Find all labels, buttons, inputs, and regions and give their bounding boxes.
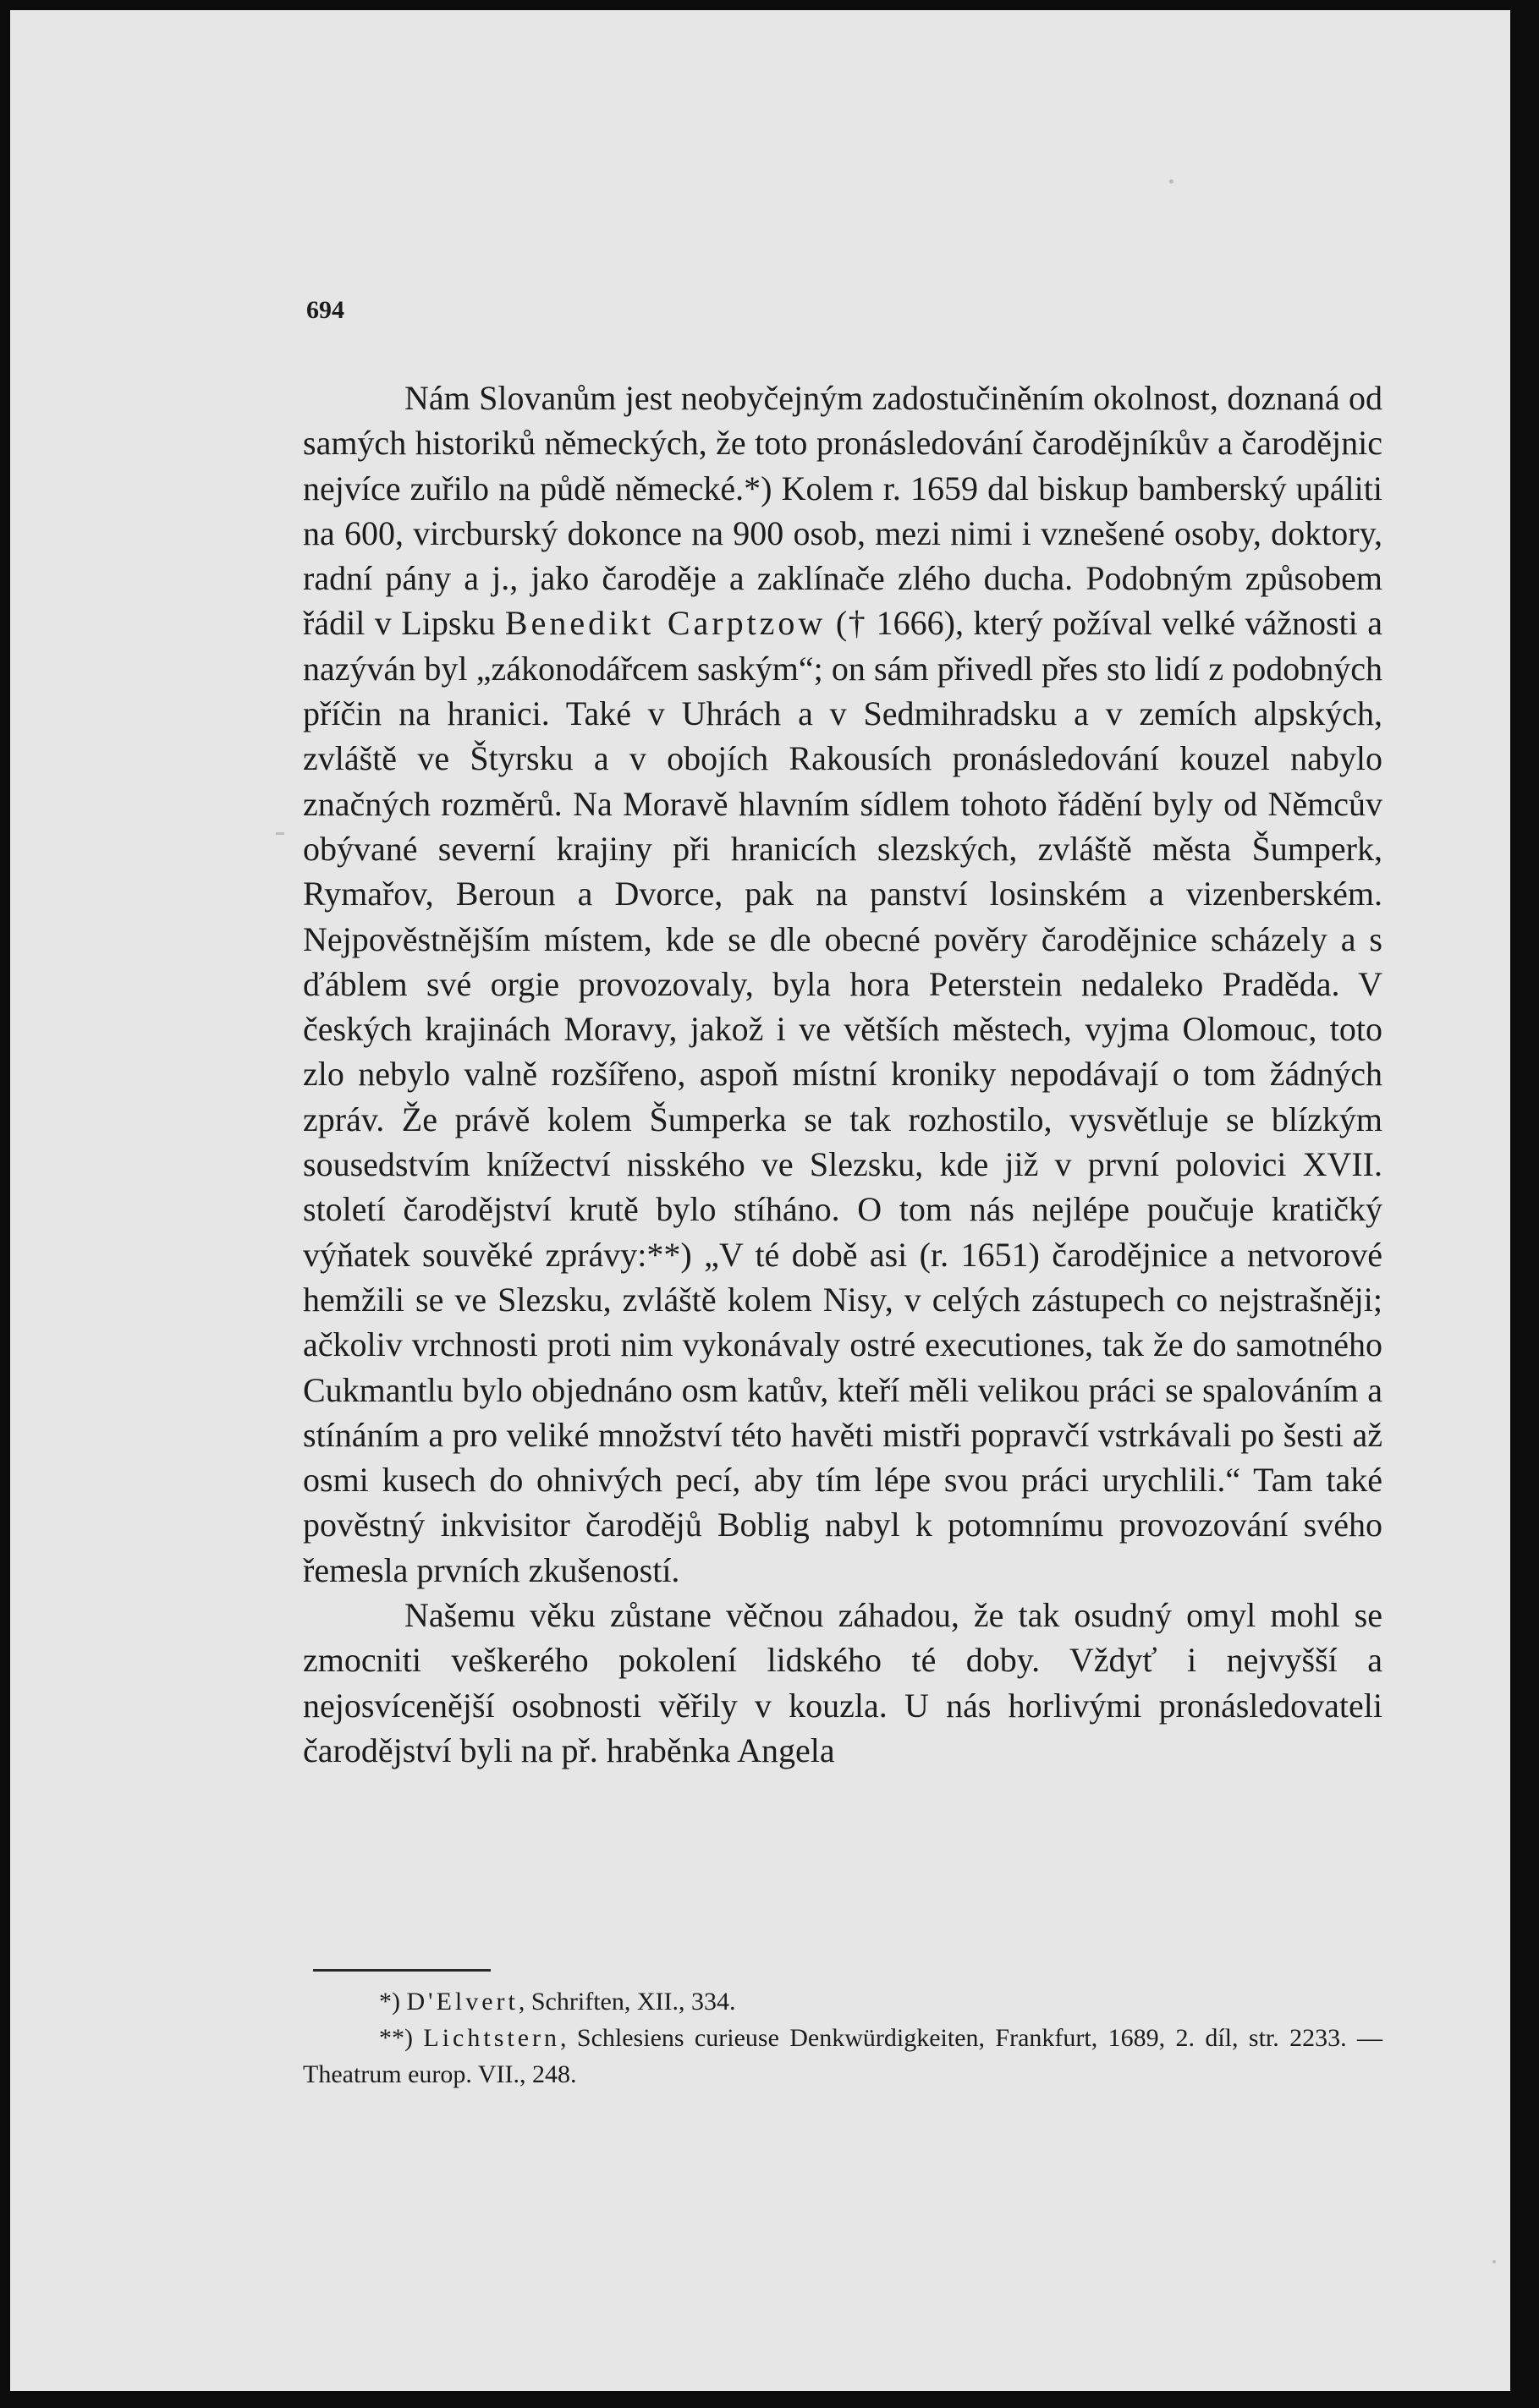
spaced-name: Benedikt Carptzow: [504, 604, 827, 643]
footnote-text: , Schlesiens curieuse Denkwürdigkeiten, Frankfurt, 1689, 2. díl, str. 2233. — Theatrum europ. VII., 248.: [303, 2024, 1382, 2088]
footnote: [303, 2020, 1382, 2093]
footnote: [303, 1983, 1382, 2020]
scan-speck: [1169, 179, 1173, 184]
footnotes: [303, 1969, 1382, 2093]
scan-speck: [1492, 2260, 1496, 2263]
footnote-rule: [313, 1969, 491, 1972]
scan-speck: [276, 832, 284, 835]
paragraph: [303, 376, 1382, 1593]
paragraph-text: († 1666), který požíval velké vážnosti a nazýván byl „zákonodářcem saským“; on sám přivedl přes sto lidí z podobných příčin na hranici. Také v Uhrách a v Sedmihradsku a v zemích alpských, zvláště ve Štyrsku a v obojích Rakousích pronásledování kouzel nabylo značných rozměrů. Na Moravě hlavním sídlem tohoto řádění byly od Němcův obývané severní krajiny při hranicích slezských, zvláště města Šumperk, Rymařov, Beroun a Dvorce, pak na panství losinském a vizenberském. Nejpověstnějším místem, kde se dle obecné pověry čarodějnice scházely a s ďáblem své orgie provozovaly, byla hora Peterstein nedaleko Praděda. V českých krajinách Moravy, jakož i ve větších městech, vyjma Olomouc, toto zlo nebylo valně rozšířeno, aspoň místní kroniky nepodávají o tom žádných zpráv. Že právě kolem Šumperka se tak rozhostilo, vysvětluje se blízkým sousedstvím knížectví nisského ve Slezsku, kde již v první polovici XVII. století čarodějství krutě bylo stíháno. O tom nás nejlépe poučuje kratičký výňatek souvěké zprávy:**) „V té době asi (r. 1651) čarodějnice a netvorové hemžili se ve Slezsku, zvláště kolem Nisy, v celých zástupech co nejstrašněji; ačkoliv vrchnosti proti nim vykonávaly ostré executiones, tak že do samotného Cukmantlu bylo objednáno osm katův, kteří měli velikou práci se spalováním a stínáním a pro veliké množství této havěti mistři popravčí vstrkávali po šesti až osmi kusech do ohnivých pecí, aby tím lépe svou práci urychlili.“ Tam také pověstný inkvisitor čarodějů Boblig nabyl k potomnímu provozování svého řemesla prvních zkušeností.: [303, 604, 1383, 1589]
footnote-mark: **): [379, 2024, 413, 2052]
main-text: [303, 376, 1382, 1773]
scanned-page: [10, 10, 1510, 2391]
footnote-text: , Schriften, XII., 334.: [518, 1988, 736, 2016]
footnote-author: D'Elvert: [406, 1988, 519, 2016]
paragraph-text: Nám Slovanům jest neobyčejným zadostučiněním okolnost, doznaná od samých historiků německých, že toto pronásledování čarodějníkův a čarodějnic nejvíce zuřilo na půdě německé.*) Kolem r. 1659 dal biskup bamberský upáliti na 600, vircburský dokonce na 900 osob, mezi nimi i vznešené osoby, doktory, radní pány a j., jako čaroděje a zaklínače zlého ducha. Podobným způsobem řádil v Lipsku: [303, 379, 1382, 643]
footnote-mark: *): [379, 1988, 400, 2016]
paragraph: Našemu věku zůstane věčnou záhadou, že tak osudný omyl mohl se zmocniti veškerého pokolení lidského té doby. Vždyť i nejvyšší a nejosvícenější osobnosti věřily v kouzla. U nás horlivými pronásledovateli čarodějství byli na př. hraběnka Angela: [303, 1596, 1382, 1769]
footnote-author: Lichtstern: [423, 2024, 561, 2052]
page-number: 694: [306, 296, 344, 324]
